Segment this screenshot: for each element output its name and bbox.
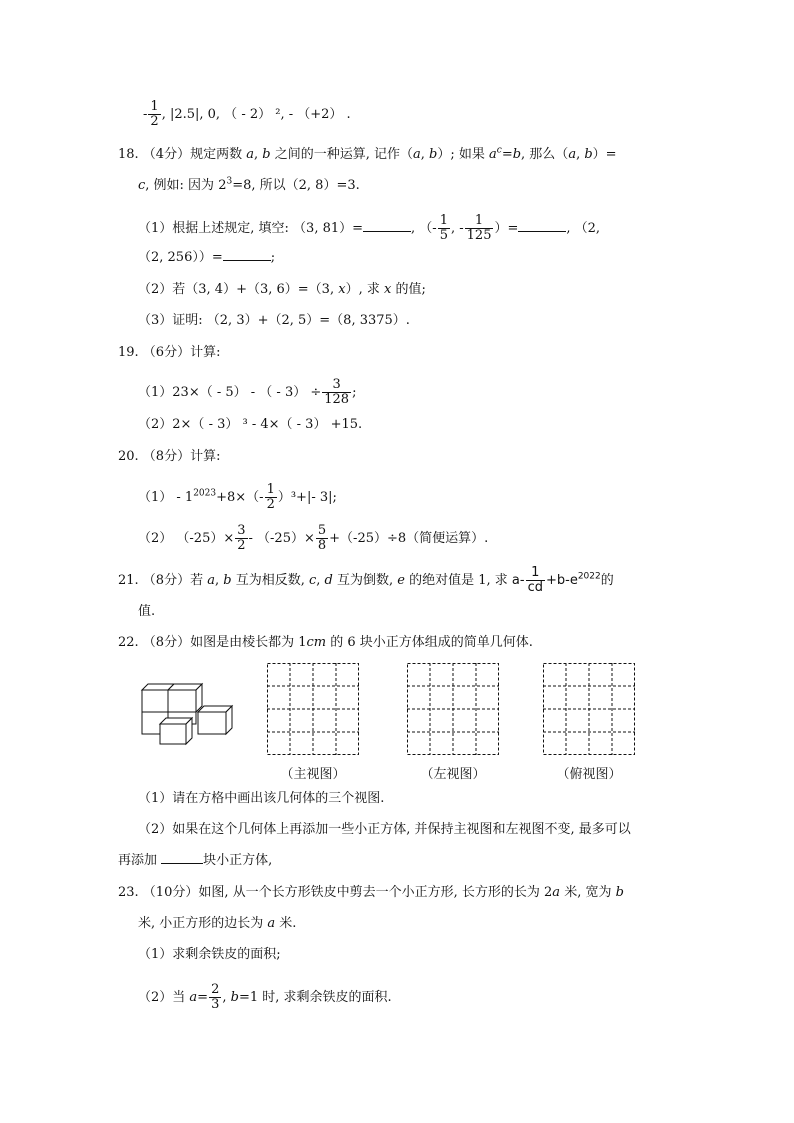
q19-part1: （1）23×（ - 5） - （ - 3） ÷ $\frac{3}{128}$ ; xyxy=(138,377,357,407)
q20-head: 20. （8分）计算: xyxy=(118,449,221,464)
q22-head: 22. （8分）如图是由棱长都为 1cm 的 6 块小正方体组成的简单几何体. xyxy=(118,635,533,650)
q18-part1: （1）根据上述规定, 填空: （3, 81）= , （- $\frac{1}{5}$ , - $\frac{1}{125}$ ）= , （2, xyxy=(138,213,601,243)
q22-part1: （1）请在方格中画出该几何体的三个视图. xyxy=(138,791,385,806)
cube-solid-figure xyxy=(140,678,236,746)
q19-head: 19. （6分）计算: xyxy=(118,345,221,360)
blank-answer-2[interactable] xyxy=(518,231,566,232)
q23-line1: 23. （10分）如图, 从一个长方形铁皮中剪去一个小正方形, 长方形的长为 2a 米, 宽为 b xyxy=(118,885,624,900)
caption-left-view: （左视图） xyxy=(420,767,486,782)
grid-top-view[interactable] xyxy=(543,663,635,755)
fraction-one-half: $\frac{1}{2}$ xyxy=(150,99,159,129)
blank-answer-1[interactable] xyxy=(363,231,411,232)
q18-part3: （3）证明: （2, 3）+（2, 5）=（8, 3375）. xyxy=(138,313,410,328)
q23-part2: （2）当 a= $\frac{2}{3}$ , b=1 时, 求剩余铁皮的面积. xyxy=(138,982,392,1012)
top-line xyxy=(143,100,351,129)
q18-line1: 18. （4分）规定两数 a, b 之间的一种运算, 记作（a, b）; 如果 $a^c=b$, 那么（a, b）= xyxy=(118,145,617,162)
q22-part2-line2: 再添加 块小正方体, xyxy=(118,853,273,868)
minus-sign: - xyxy=(143,107,148,122)
q21-line2: 值. xyxy=(138,604,156,619)
q20-part1: $(1) - 1^{2023}+8\times(-$ $\frac{1}{2}$ ）³+|- 3|; xyxy=(138,482,337,512)
q22-part2: （2）如果在这个几何体上再添加一些小正方体, 并保持主视图和左视图不变, 最多可以 xyxy=(138,822,631,837)
grid-left-view[interactable] xyxy=(407,663,499,755)
q18-part2: （2）若（3, 4）+（3, 6）=（3, x）, 求 x 的值; xyxy=(138,282,426,297)
top-line-rest: , |2.5|, 0, （ - 2） ², - （+2） . xyxy=(161,107,351,122)
q23-part1: （1）求剩余铁皮的面积; xyxy=(138,947,281,962)
q18-part1-line2: （2, 256））= ; xyxy=(138,250,276,265)
q20-part2: （2） （-25）× $\frac{3}{2}$ - （-25）× $\frac{5}{8}$ +（-25）÷8（简便运算）. xyxy=(138,523,489,553)
caption-front-view: （主视图） xyxy=(280,767,346,782)
q18-line2: c, 例如: 因为 $2^3=8$, 所以（2, 8）=3. xyxy=(138,176,360,193)
q23-line2: 米, 小正方形的边长为 a 米. xyxy=(138,916,297,931)
q21-line1: 21. （8分）若 a, b 互为相反数, c, d 互为倒数, e 的绝对值是 1, 求 a- $\frac{1}{cd}$ $+b-e^{2022}$的 xyxy=(118,565,614,595)
q19-part2: （2）2×（ - 3） ³ - 4×（ - 3） +15. xyxy=(138,417,363,432)
caption-top-view: （俯视图） xyxy=(556,767,622,782)
grid-front-view[interactable] xyxy=(267,663,359,755)
blank-answer-cubes[interactable] xyxy=(161,863,203,864)
blank-answer-3[interactable] xyxy=(223,260,271,261)
